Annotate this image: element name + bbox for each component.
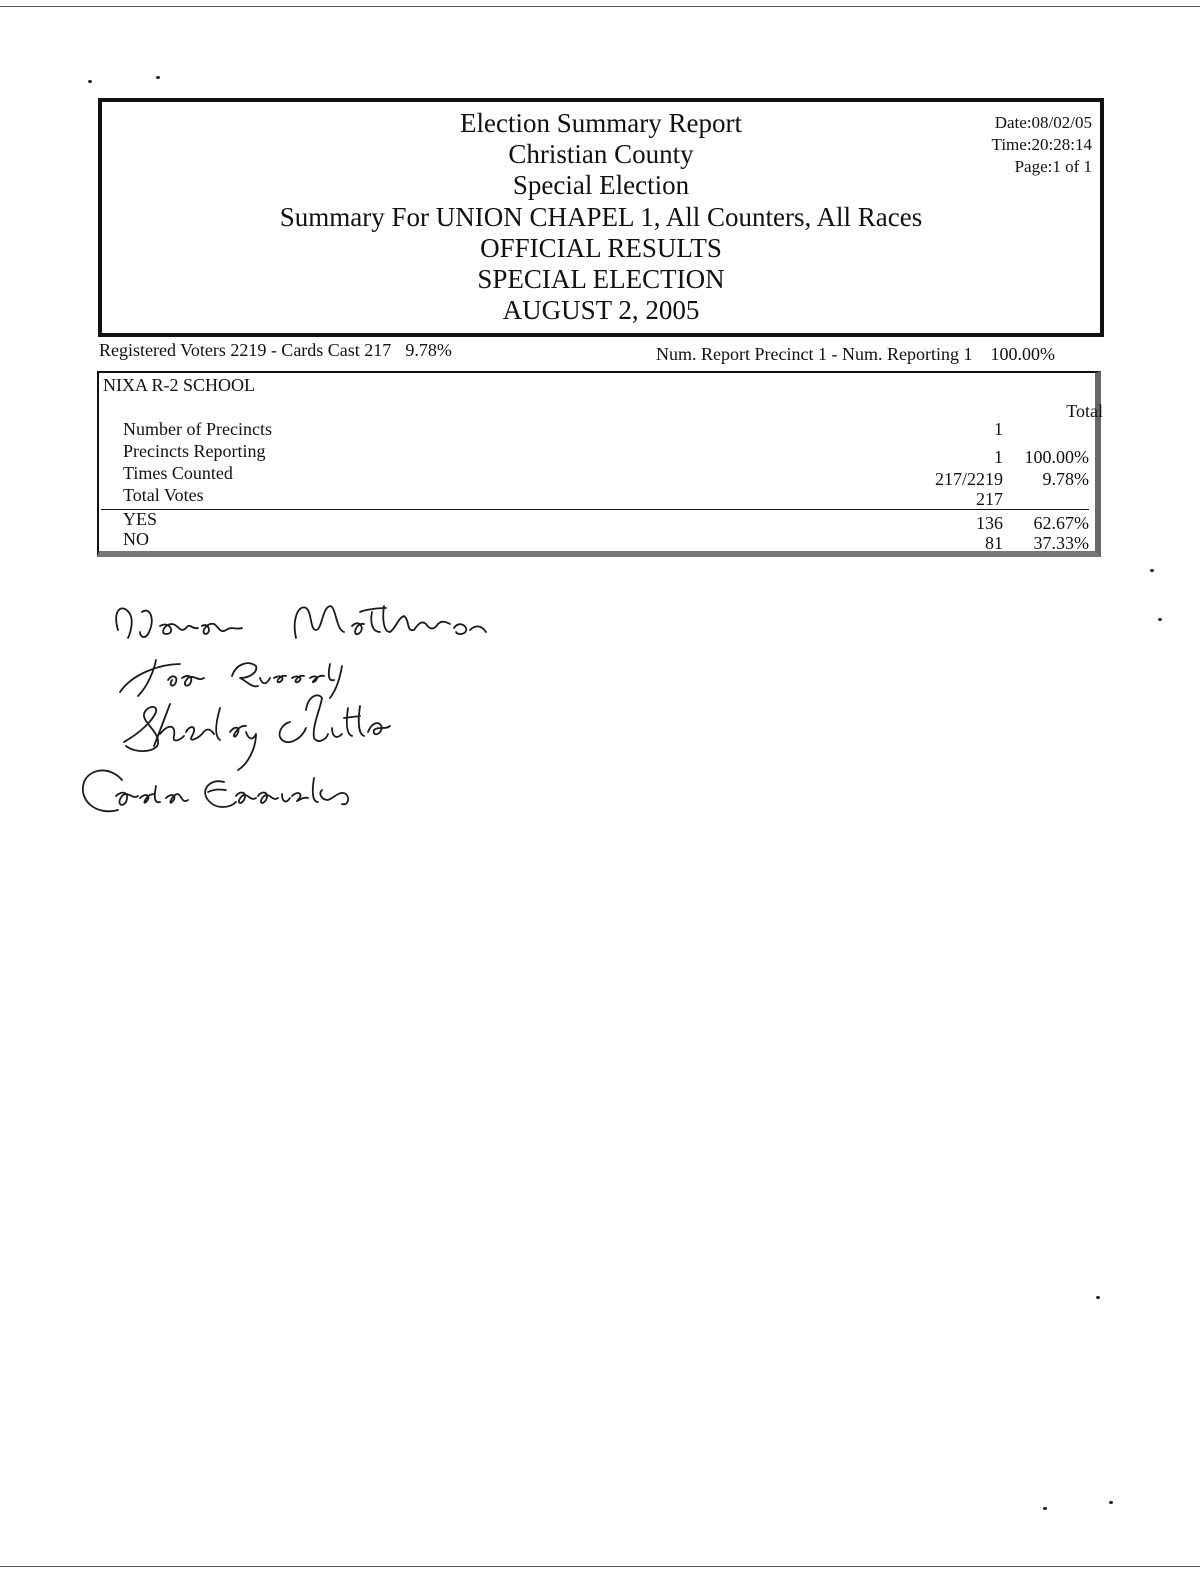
page-bottom-edge (0, 1566, 1200, 1567)
choice-label: NO (123, 529, 149, 549)
scan-speck (1150, 569, 1154, 572)
signature-2 (120, 660, 342, 698)
report-time: Time:20:28:14 (991, 135, 1092, 154)
stat-row (99, 485, 1095, 507)
race-name: NIXA R-2 SCHOOL (103, 375, 256, 395)
choice-votes: 81 (985, 533, 1003, 553)
scan-speck (1096, 1296, 1100, 1299)
choice-percent: 37.33% (1033, 533, 1089, 553)
scan-speck (88, 80, 92, 83)
report-date: Date:08/02/05 (994, 113, 1092, 132)
scan-speck (1158, 618, 1162, 621)
stat-label: Number of Precincts (123, 419, 272, 439)
report-stamp (992, 112, 1092, 178)
stat-value: 217/2219 (934, 469, 1003, 489)
race-results-box (97, 371, 1101, 557)
summary-scope: Summary For UNION CHAPEL 1, All Counters, All Races (279, 201, 923, 232)
election-type: Special Election (512, 170, 690, 201)
signature-block (60, 590, 530, 830)
stat-row (99, 441, 1095, 467)
stat-row (99, 419, 1095, 441)
stat-value: 1 (994, 447, 1003, 467)
stat-label: Times Counted (123, 463, 233, 483)
voters-cards-text: Registered Voters 2219 - Cards Cast 217 (99, 340, 392, 360)
choice-percent: 62.67% (1033, 513, 1089, 533)
scan-speck (1043, 1507, 1047, 1510)
report-title: Election Summary Report (460, 108, 742, 138)
report-title-block (102, 108, 1100, 326)
election-name: SPECIAL ELECTION (477, 264, 725, 295)
results-status: OFFICIAL RESULTS (480, 232, 722, 263)
stat-value: 1 (994, 419, 1003, 439)
election-date: AUGUST 2, 2005 (502, 295, 700, 326)
stat-label: Precincts Reporting (123, 441, 266, 461)
choice-row (99, 509, 1095, 531)
page-top-edge (0, 6, 1200, 7)
stat-percent: 100.00% (1024, 447, 1089, 467)
signature-1 (116, 606, 486, 638)
stat-row (99, 463, 1095, 489)
total-column-header: Total (1066, 401, 1103, 421)
scan-speck (1109, 1501, 1113, 1504)
stat-label: Total Votes (123, 485, 204, 505)
precinct-report-text: Num. Report Precinct 1 - Num. Reporting 1 (656, 344, 973, 364)
stat-percent: 9.78% (1042, 469, 1089, 489)
choice-row (99, 529, 1095, 551)
registration-summary (99, 340, 452, 361)
signature-3 (124, 695, 390, 770)
stat-value: 217 (976, 489, 1003, 509)
signature-4 (83, 770, 348, 811)
precinct-summary (656, 344, 1055, 365)
report-header-box (98, 98, 1104, 337)
choice-label: YES (123, 509, 158, 529)
reporting-percent: 100.00% (990, 344, 1055, 364)
scan-speck (156, 76, 160, 79)
choice-votes: 136 (976, 513, 1003, 533)
county-name: Christian County (508, 139, 694, 170)
turnout-percent: 9.78% (405, 340, 452, 360)
report-page: Page:1 of 1 (1014, 157, 1092, 176)
